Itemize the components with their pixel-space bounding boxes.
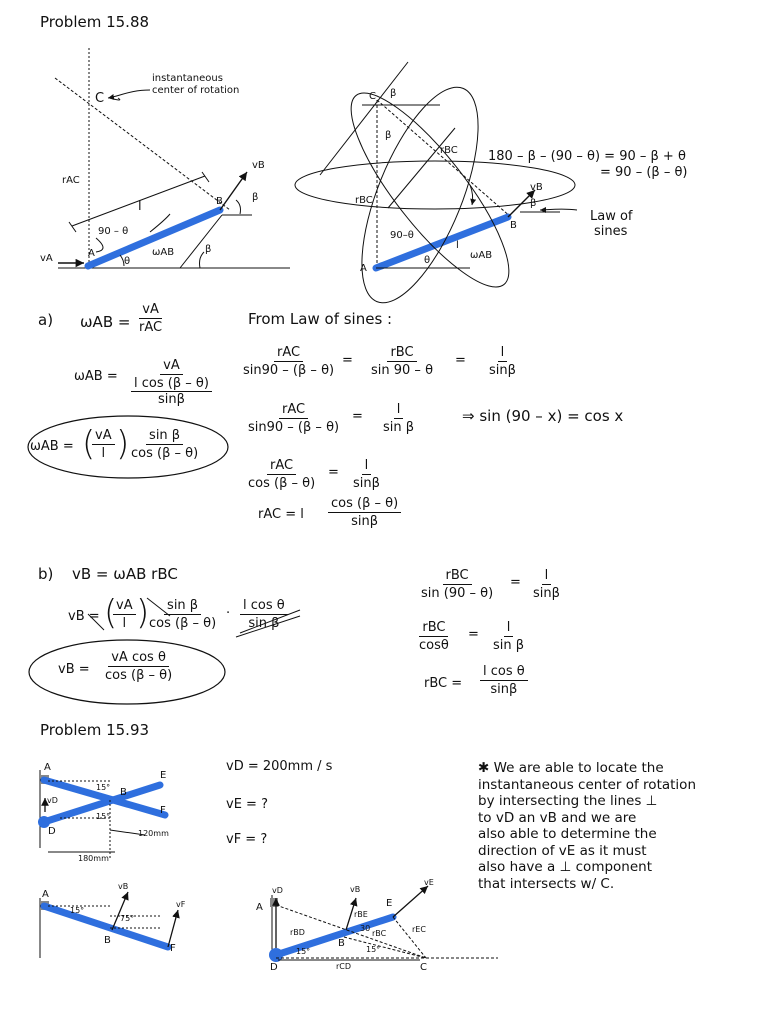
note-line: ✱ We are able to locate the xyxy=(478,760,664,776)
paren-left-b: ( xyxy=(104,593,118,633)
answer-a-frac-2: $\frac{\text{sin β}}{\cos (\beta - \theta)}$ xyxy=(131,428,199,461)
rbc-result-frac: $\frac{\text{l cos θ}}{\sin\beta}$ xyxy=(480,664,528,697)
law-of-sines-label-2: sines xyxy=(594,224,628,239)
rbc-row1-a: rBC sin (90 – θ) xyxy=(421,568,494,601)
note-line: to vD an vB and we are xyxy=(478,809,637,826)
p2-point-a: A xyxy=(44,762,51,773)
p2c-rec-label: rEC xyxy=(412,925,426,934)
omega-eq-frac: vA rAC xyxy=(139,302,163,335)
p2-point-d: D xyxy=(48,826,56,837)
p2b-vb-label: vB xyxy=(118,882,129,891)
ratio-row1-b: rBC sin 90 – θ xyxy=(371,345,434,378)
law-of-sines-title: From Law of sines : xyxy=(248,310,393,328)
l-label-2: l xyxy=(456,240,459,251)
p2-dim-180: 180mm xyxy=(78,854,109,863)
icr-label: instantaneous xyxy=(152,73,223,84)
answer-a-lhs: ωAB = xyxy=(30,439,74,454)
ratio-row3-b: $\frac{l}{\sin\beta}$ xyxy=(353,458,380,491)
eq-sign-1: = xyxy=(342,353,353,368)
p2c-angle-15-a: 15° xyxy=(296,947,311,956)
note-line: also able to determine the xyxy=(478,826,657,842)
icr-leader-arrow xyxy=(108,90,150,98)
icr-pointer xyxy=(110,98,120,100)
paren-left: ( xyxy=(82,424,96,464)
ratio-row2-a: rAC sin90 – (β – θ) xyxy=(248,402,340,435)
rac-label: rAC xyxy=(62,175,80,186)
rac-result-lhs: rAC = l xyxy=(258,507,304,522)
beta-label-c: β xyxy=(390,88,397,99)
law-of-sines-pointer xyxy=(540,209,577,210)
p2-vd-label: vD xyxy=(47,796,58,805)
vf-arrow xyxy=(168,910,178,947)
rbc-row2-a: rBC cosθ xyxy=(419,620,449,653)
p2c-rbc-label: rBC xyxy=(372,929,387,938)
icr-label-2: center of rotation xyxy=(152,85,240,96)
angle90-arc xyxy=(96,238,103,252)
part-b-label: b) xyxy=(38,565,54,583)
p2-angle-15-b: 15° xyxy=(96,812,111,821)
theta-label-2: θ xyxy=(424,255,431,266)
p2-point-f: F xyxy=(160,805,166,816)
eq-sign-4: = xyxy=(328,465,339,480)
p2c-rcd-label: rCD xyxy=(336,962,352,971)
vb-label: vB xyxy=(252,160,265,171)
beta-label-top: β xyxy=(252,192,259,203)
answer-b-lhs: vB = xyxy=(58,662,90,677)
p2c-point-b: B xyxy=(338,938,345,949)
p2b-point-b: B xyxy=(104,935,111,946)
p2b-point-a: A xyxy=(42,889,49,900)
vb2-frac-c: $\frac{\text{l cos θ}}{\text{sin β}}$ xyxy=(240,598,288,631)
va-label: vA xyxy=(40,253,53,264)
p2c-rbe-label: rBE xyxy=(354,910,368,919)
given-vf: vF = ? xyxy=(226,832,268,847)
vb-arrow-3 xyxy=(112,892,128,930)
rbc-row1-b: $\frac{l}{\sin\beta}$ xyxy=(533,568,560,601)
note-line: direction of vE as it must xyxy=(478,842,647,859)
answer-b-frac: $\frac{\text{vA cos θ}}{\cos (\beta - \theta)}$ xyxy=(105,650,173,683)
angle-90-label: 90 – θ xyxy=(98,226,129,237)
cos-identity: ⇒ sin (90 – x) = cos x xyxy=(462,407,624,425)
paren-right-b: ) xyxy=(136,593,150,633)
p2b-angle-75: 75° xyxy=(120,914,135,923)
p2c-point-c: C xyxy=(420,962,427,973)
rbc-label-upper: rBC xyxy=(440,145,458,156)
given-ve: vE = ? xyxy=(226,797,268,812)
vb-eq: vB = ωAB rBC xyxy=(72,565,178,583)
ratio-row3-a: rAC cos (β – θ) xyxy=(248,458,316,491)
paren-right: ) xyxy=(116,424,130,464)
note-line: that intersects w/ C. xyxy=(478,875,615,892)
vb-arrow xyxy=(220,172,247,210)
multiply-dot: · xyxy=(226,606,231,621)
point-a-label: A xyxy=(88,248,95,259)
ellipse-tilted-2 xyxy=(329,74,532,306)
p2c-point-d: D xyxy=(270,962,278,973)
problem-title-15-88: Problem 15.88 xyxy=(40,13,150,31)
eq-sign-5: = xyxy=(510,575,521,590)
ratio-row1-a: rAC sin90 – (β – θ) xyxy=(243,345,335,378)
p2-dim-120: 120mm xyxy=(138,829,169,838)
vb-label-2: vB xyxy=(530,182,543,193)
p2c-rbd-label: rBD xyxy=(290,928,305,937)
point-c-label: C xyxy=(95,91,105,106)
point-b-label: B xyxy=(216,196,223,207)
p2c-angle-15-b: 15° xyxy=(366,945,381,954)
figure-15-93-bottom-left xyxy=(40,892,178,958)
point-a-label-2: A xyxy=(360,263,367,274)
theta-label: θ xyxy=(124,256,131,267)
ratio-row2-b: $\frac{l}{\text{sin β}}$ xyxy=(383,402,415,435)
point-c-label-2: C xyxy=(369,91,376,102)
p2b-vf-label: vF xyxy=(176,900,186,909)
eq-sign-2: = xyxy=(455,353,466,368)
beta-arc-bottom xyxy=(200,252,205,268)
ratio-row1-c: $\frac{l}{\sin\beta}$ xyxy=(489,345,516,378)
rbc-result-lhs: rBC = xyxy=(424,676,463,691)
p2-point-e: E xyxy=(160,770,167,781)
l-label: l xyxy=(138,199,142,214)
omega2-lhs: ωAB = xyxy=(74,369,118,384)
note-line: also have a ⊥ component xyxy=(478,859,653,875)
angle-90-label-2: 90–θ xyxy=(390,230,414,241)
p2-point-b: B xyxy=(120,787,127,798)
beta-label-b: β xyxy=(530,198,537,209)
p2c-ve-label: vE xyxy=(424,878,434,887)
p2-angle-15-a: 15° xyxy=(96,783,111,792)
omega-eq-lhs: ωAB = xyxy=(80,313,131,331)
rbc-row2-b: $\frac{l}{\text{sin β}}$ xyxy=(493,620,525,653)
law-of-sines-label: Law of xyxy=(590,209,633,224)
note-line: by intersecting the lines ⊥ xyxy=(478,793,658,809)
angle-equation-2: = 90 – (β – θ) xyxy=(600,165,688,180)
given-vd: vD = 200mm / s xyxy=(226,759,333,774)
p2b-point-f: F xyxy=(170,943,176,954)
omega-label-2: ωAB xyxy=(470,250,493,261)
point-b-label-2: B xyxy=(510,220,517,231)
vb2-lhs: vB = xyxy=(68,609,100,624)
beta-arc-top xyxy=(236,200,241,214)
angle-equation-1: 180 – β – (90 – θ) = 90 – β + θ xyxy=(488,149,686,164)
rbc-label-left: rBC xyxy=(355,195,373,206)
answer-a-frac-1: $\frac{vA}{l}$ xyxy=(92,428,115,461)
p2c-point-e: E xyxy=(386,898,393,909)
omega-label: ωAB xyxy=(152,247,175,258)
p2b-angle-15: 15° xyxy=(70,906,85,915)
p2c-point-a: A xyxy=(256,902,263,913)
part-a-label: a) xyxy=(38,311,54,329)
beta-label-c2: β xyxy=(385,130,392,141)
eq-sign-6: = xyxy=(468,627,479,642)
upper-cross-line xyxy=(320,62,408,175)
vb2-frac-b: $\frac{\text{sin β}}{\cos (\beta - \theta)}$ xyxy=(149,598,217,631)
rbc-line xyxy=(388,128,455,208)
explanation-note xyxy=(478,760,768,892)
problem-title-15-93: Problem 15.93 xyxy=(40,721,150,739)
vb2-frac-a: $\frac{vA}{l}$ xyxy=(113,598,136,631)
beta-label-bottom: β xyxy=(205,244,212,255)
note-line: instantaneous center of rotation xyxy=(478,776,696,793)
omega2-frac: vA l cos (β – θ) sinβ xyxy=(128,358,215,407)
eq-sign-3: = xyxy=(352,409,363,424)
p2c-vb-label: vB xyxy=(350,885,361,894)
rac-result-frac: $\frac{\cos (\beta - \theta)}{\sin\beta}$ xyxy=(328,496,401,529)
p2c-vd-label: vD xyxy=(272,886,283,895)
ve-arrow xyxy=(393,886,428,917)
p2c-angle-30: 30 xyxy=(360,924,371,933)
diagonal-dotted-line xyxy=(55,78,230,210)
